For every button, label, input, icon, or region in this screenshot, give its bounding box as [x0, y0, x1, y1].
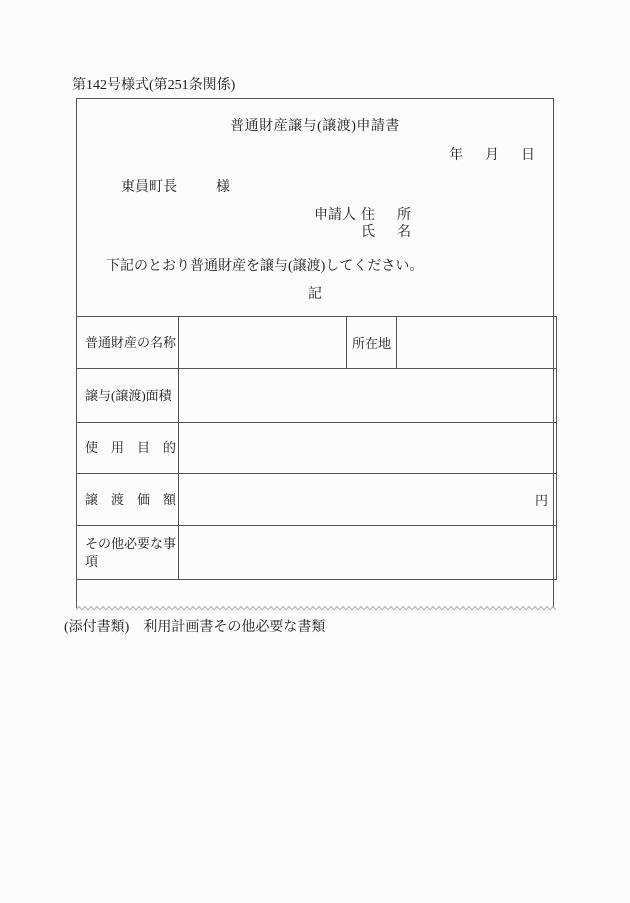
torn-edge-zigzag	[76, 604, 556, 612]
table-row	[77, 423, 557, 474]
property-name-value-cell	[179, 317, 347, 369]
table-row	[77, 369, 557, 423]
table-row	[77, 474, 557, 526]
location-value-cell	[397, 317, 557, 369]
applicant-address-label: 住 所	[361, 208, 411, 223]
transfer-price-label-cell: 譲 渡 価 額	[77, 474, 179, 526]
transfer-area-label-cell: 譲与(譲渡)面積	[77, 369, 179, 423]
yen-unit-label: 円	[534, 493, 548, 508]
other-items-value-cell	[179, 526, 557, 580]
addressee-honorific: 様	[216, 180, 230, 195]
property-name-label-cell: 普通財産の名称	[77, 317, 179, 369]
other-items-label-cell: その他必要な事項	[77, 526, 179, 580]
date-line	[449, 144, 553, 164]
section-marker-ki: 記	[308, 287, 322, 302]
date-year-label: 年	[449, 148, 463, 163]
table-row	[77, 526, 557, 580]
location-label-cell: 所在地	[347, 317, 397, 369]
form-number-heading: 第142号様式(第251条関係)	[72, 78, 236, 93]
table-row	[77, 317, 557, 369]
applicant-block	[314, 207, 411, 241]
addressee-line	[121, 176, 230, 196]
usage-purpose-value-cell	[179, 423, 557, 474]
date-month-label: 月	[485, 148, 499, 163]
applicant-label: 申請人	[314, 208, 356, 223]
applicant-name-label: 氏 名	[361, 225, 411, 240]
request-sentence: 下記のとおり普通財産を譲与(譲渡)してください。	[106, 259, 424, 274]
property-details-table	[76, 316, 557, 580]
transfer-price-value-cell	[179, 474, 557, 526]
application-form-box	[76, 98, 554, 608]
date-day-label: 日	[521, 148, 535, 163]
applicant-fields	[361, 207, 411, 241]
form-title: 普通財産譲与(譲渡)申請書	[230, 119, 400, 134]
usage-purpose-label-cell: 使 用 目 的	[77, 423, 179, 474]
attachment-note: (添付書類) 利用計画書その他必要な書類	[64, 620, 326, 635]
transfer-area-value-cell	[179, 369, 557, 423]
addressee-name: 東員町長	[121, 180, 177, 195]
